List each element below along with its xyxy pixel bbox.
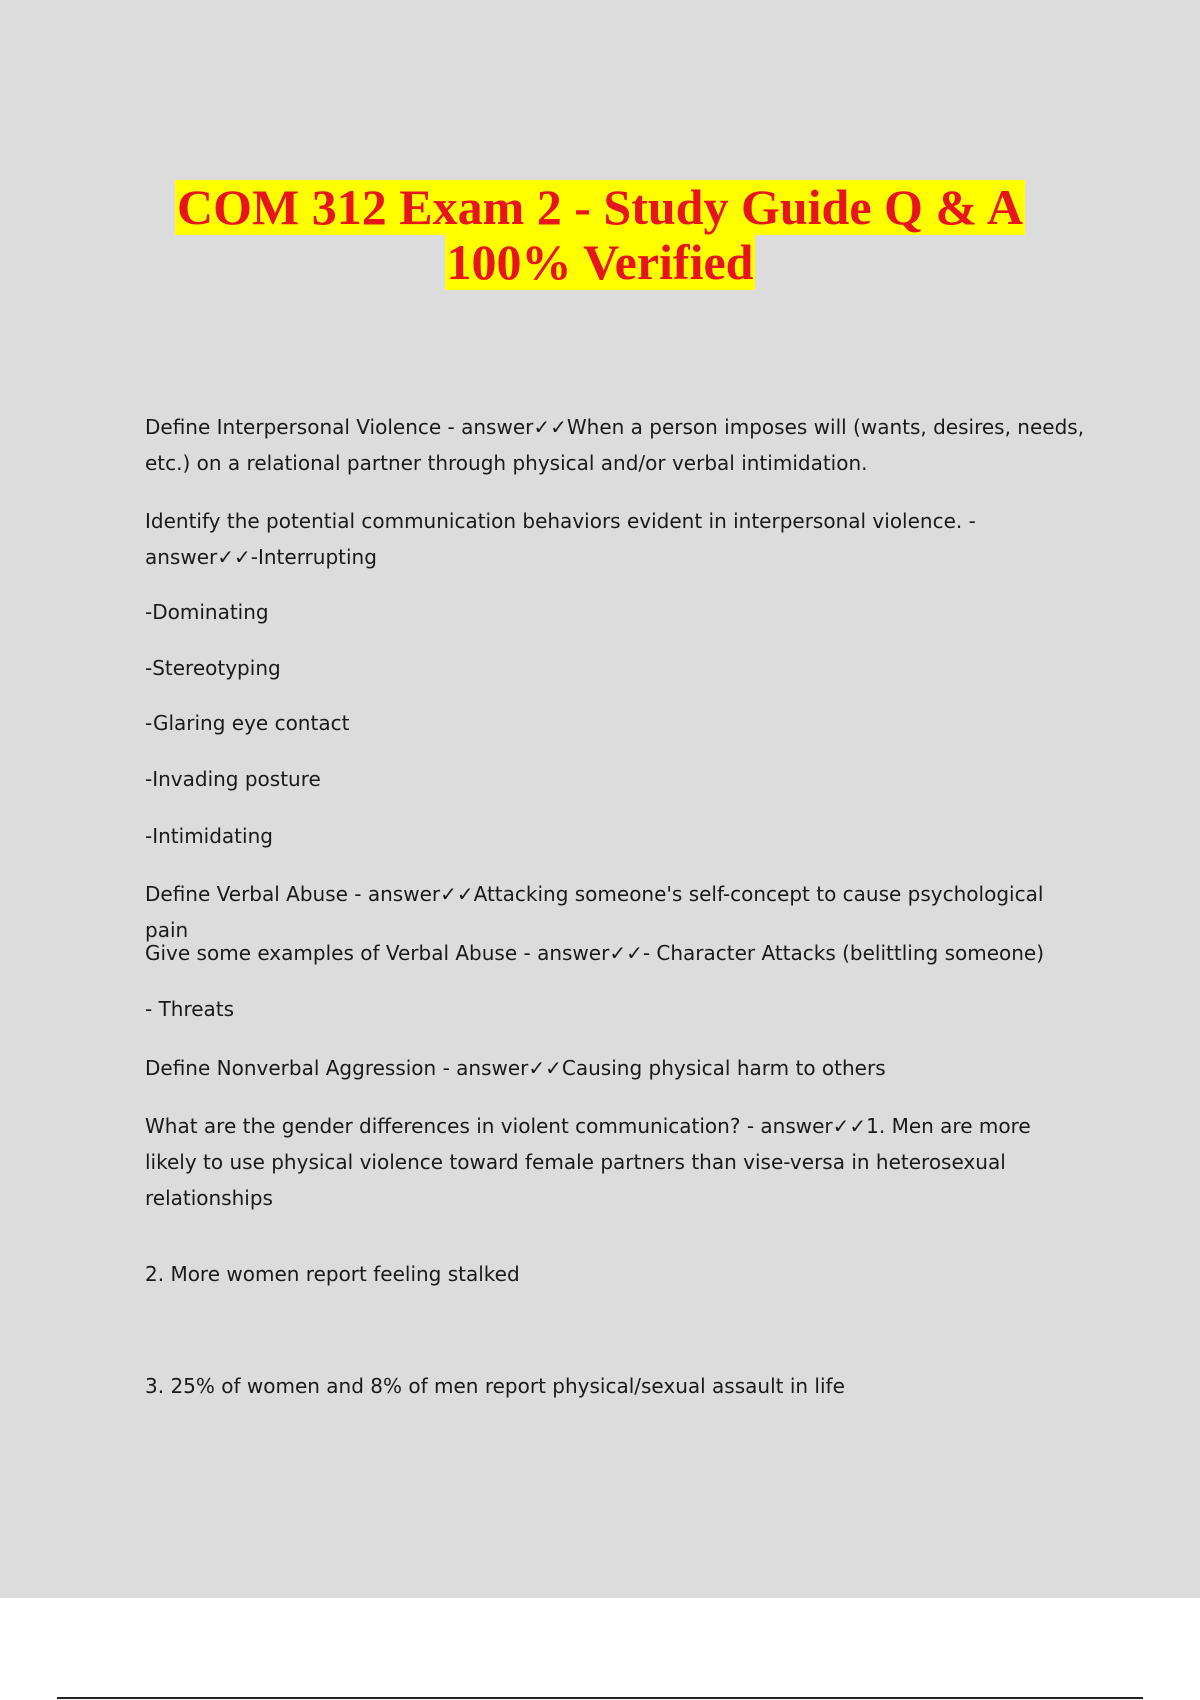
paragraph-verbal-abuse-examples: Give some examples of Verbal Abuse - answer✓✓- Character Attacks (belittling someone) <box>145 941 1045 965</box>
footer-divider <box>57 1697 1143 1699</box>
paragraph-gender-differences: What are the gender differences in violent communication? - answer✓✓1. Men are more likely to use physical violence toward female partners than vise-versa in heterosexual relationships <box>145 1114 1031 1210</box>
document-title <box>0 180 1200 290</box>
paragraph-nonverbal-aggression: Define Nonverbal Aggression - answer✓✓Causing physical harm to others <box>145 1056 886 1080</box>
list-item: - Threats <box>145 997 235 1021</box>
title-line-2: 100% Verified <box>446 234 754 290</box>
list-item: 3. 25% of women and 8% of men report physical/sexual assault in life <box>145 1374 845 1398</box>
paragraph-communication-behaviors: Identify the potential communication behaviors evident in interpersonal violence. - answer✓✓-Interrupting <box>145 509 976 569</box>
paragraph-verbal-abuse: Define Verbal Abuse - answer✓✓Attacking someone's self-concept to cause psychological pain <box>145 882 1044 942</box>
list-item: -Glaring eye contact <box>145 711 350 735</box>
paragraph-interpersonal-violence: Define Interpersonal Violence - answer✓✓When a person imposes will (wants, desires, needs, etc.) on a relational partner through physical and/or verbal intimidation. <box>145 415 1085 475</box>
title-line-1: COM 312 Exam 2 - Study Guide Q & A <box>177 179 1023 235</box>
list-item: -Stereotyping <box>145 656 281 680</box>
list-item: -Invading posture <box>145 767 321 791</box>
list-item: 2. More women report feeling stalked <box>145 1262 520 1286</box>
list-item: -Intimidating <box>145 824 273 848</box>
list-item: -Dominating <box>145 600 269 624</box>
